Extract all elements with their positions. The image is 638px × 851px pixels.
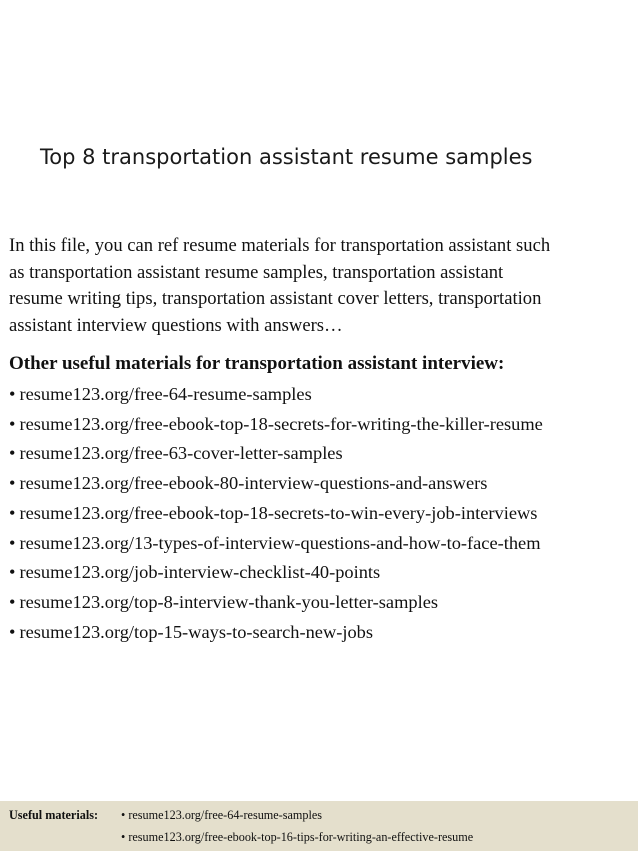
list-item xyxy=(9,410,637,440)
footer-label-text: Useful materials xyxy=(9,808,94,822)
list-item xyxy=(9,380,637,410)
list-item xyxy=(9,499,637,529)
material-link[interactable]: resume123.org/top-15-ways-to-search-new-jobs xyxy=(19,621,374,642)
document-title: Top 8 transportation assistant resume samples xyxy=(40,145,533,169)
bullet-icon: • xyxy=(9,413,16,434)
bullet-icon: • xyxy=(9,384,16,404)
bullet-icon: • xyxy=(9,562,16,583)
material-link[interactable]: resume123.org/top-8-interview-thank-you-letter-samples xyxy=(19,591,439,612)
footer-banner xyxy=(0,801,638,851)
material-link[interactable]: resume123.org/13-types-of-interview-questions-and-how-to-face-them xyxy=(19,532,541,553)
intro-line: In this file, you can ref resume materials for transportation assistant such xyxy=(9,235,551,256)
list-item xyxy=(9,558,637,588)
intro-line: assistant interview questions with answers… xyxy=(9,314,343,336)
material-link[interactable]: resume123.org/free-ebook-80-interview-questions-and-answers xyxy=(19,473,488,494)
footer-label xyxy=(9,808,98,823)
intro-line: resume writing tips, transportation assistant cover letters, transportation xyxy=(9,288,542,309)
list-item xyxy=(9,439,637,469)
material-link[interactable]: resume123.org/free-ebook-top-18-secrets-for-writing-the-killer-resume xyxy=(19,413,543,434)
materials-heading: Other useful materials for transportation assistant interview: xyxy=(9,353,505,374)
footer-label-separator: : xyxy=(93,808,99,822)
materials-link-list xyxy=(9,380,637,647)
intro-line: as transportation assistant resume samples, transportation assistant xyxy=(9,261,504,283)
bullet-icon: • xyxy=(9,591,16,612)
list-item xyxy=(9,529,637,559)
intro-paragraph xyxy=(9,233,634,339)
footer-link[interactable]: • resume123.org/free-ebook-top-16-tips-for-writing-an-effective-resume xyxy=(121,830,474,844)
material-link[interactable]: resume123.org/free-63-cover-letter-samples xyxy=(19,443,343,464)
list-item xyxy=(9,618,637,648)
list-item xyxy=(9,588,637,618)
bullet-icon: • xyxy=(9,532,16,553)
material-link[interactable]: resume123.org/job-interview-checklist-40-points xyxy=(19,562,381,583)
bullet-icon: • xyxy=(9,621,16,642)
material-link[interactable]: resume123.org/free-64-resume-samples xyxy=(19,384,312,404)
footer-link[interactable]: • resume123.org/free-64-resume-samples xyxy=(121,808,323,822)
list-item xyxy=(9,469,637,499)
material-link[interactable]: resume123.org/free-ebook-top-18-secrets-to-win-every-job-interviews xyxy=(19,502,538,523)
bullet-icon: • xyxy=(9,502,16,523)
bullet-icon: • xyxy=(9,473,16,494)
bullet-icon: • xyxy=(9,443,16,464)
